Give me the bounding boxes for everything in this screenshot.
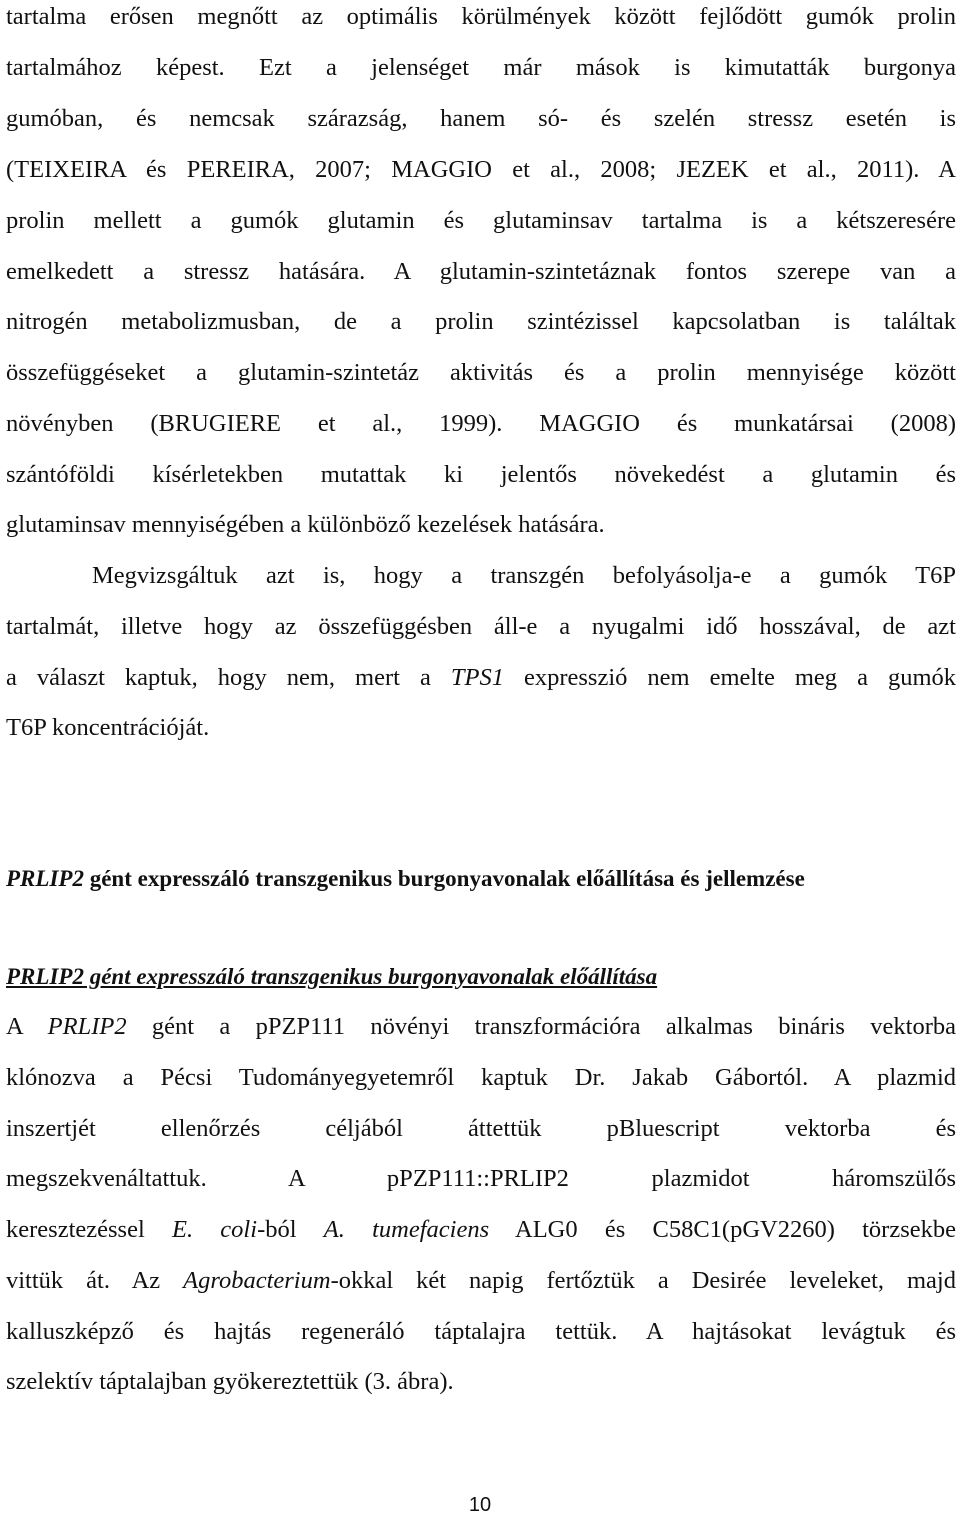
species-name-italic: A. tumefaciens [323,1216,490,1243]
text-line: megszekvenáltattuk. A pPZP111::PRLIP2 plazmidot háromszülős [6,1165,956,1192]
genus-name-italic: Agrobacterium [183,1267,331,1294]
text-line [6,663,956,693]
text-line: klónozva a Pécsi Tudományegyetemről kaptuk Dr. Jakab Gábortól. A plazmid [6,1064,956,1091]
text-line: szántóföldi kísérletekben mutattak ki jelentős növekedést a glutamin és [6,461,956,488]
text-run: -ból [257,1216,324,1243]
text-run: ALG0 és C58C1(pGV2260) törzsekbe [489,1216,956,1243]
text-line: (TEIXEIRA és PEREIRA, 2007; MAGGIO et al., 2008; JEZEK et al., 2011). A [6,156,956,183]
text-run: -okkal két napig fertőztük a Desirée leveleket, majd [330,1267,956,1294]
text-run: a választ kaptuk, hogy nem, mert a [6,664,451,691]
text-line: emelkedett a stressz hatására. A glutamin-szintetáznak fontos szerepe van a [6,258,956,285]
text-line: inszertjét ellenőrzés céljából áttettük pBluescript vektorba és [6,1115,956,1142]
text-line: gumóban, és nemcsak szárazság, hanem só- és szelén stressz esetén is [6,105,956,132]
gene-name-italic: TPS1 [450,664,504,691]
text-run: gént a pPZP111 növényi transzformációra alkalmas bináris vektorba [126,1013,956,1040]
text-line: kalluszképző és hajtás regeneráló táptalajra tettük. A hajtásokat levágtuk és [6,1318,956,1345]
heading-gene-italic: PRLIP2 [6,866,84,891]
page-number: 10 [468,1494,492,1516]
text-run: A [6,1013,48,1040]
subsection-heading: PRLIP2 gént expresszáló transzgenikus burgonyavonalak előállítása [6,964,658,989]
text-line: összefüggéseket a glutamin-szintetáz aktivitás és a prolin mennyisége között [6,359,956,386]
text-line: T6P koncentrációját. [6,714,210,741]
gene-name-italic: PRLIP2 [47,1013,127,1040]
text-run: keresztezéssel [6,1216,172,1243]
heading-text: gént expresszáló transzgenikus burgonyavonalak előállítása és jellemzése [83,866,805,891]
text-line: tartalmát, illetve hogy az összefüggésben áll-e a nyugalmi idő hosszával, de azt [6,613,956,640]
text-line [6,1012,956,1042]
text-line: tartalma erősen megnőtt az optimális körülmények között fejlődött gumók prolin [6,3,956,30]
text-line: glutaminsav mennyiségében a különböző kezelések hatására. [6,511,605,538]
text-line: szelektív táptalajban gyökereztettük (3. ábra). [6,1368,454,1395]
text-line: tartalmához képest. Ezt a jelenséget már mások is kimutatták burgonya [6,54,956,81]
text-run: vittük át. Az [6,1267,184,1294]
text-line: Megvizsgáltuk azt is, hogy a transzgén befolyásolja-e a gumók T6P [92,562,956,589]
text-line: növényben (BRUGIERE et al., 1999). MAGGIO és munkatársai (2008) [6,410,956,437]
species-name-italic: E. coli [171,1216,258,1243]
text-line: prolin mellett a gumók glutamin és glutaminsav tartalma is a kétszeresére [6,207,956,234]
text-line [6,1215,956,1245]
text-run: expresszió nem emelte meg a gumók [503,664,957,691]
section-heading [6,864,956,894]
text-line: nitrogén metabolizmusban, de a prolin szintézissel kapcsolatban is találtak [6,308,956,335]
text-line [6,1266,956,1296]
